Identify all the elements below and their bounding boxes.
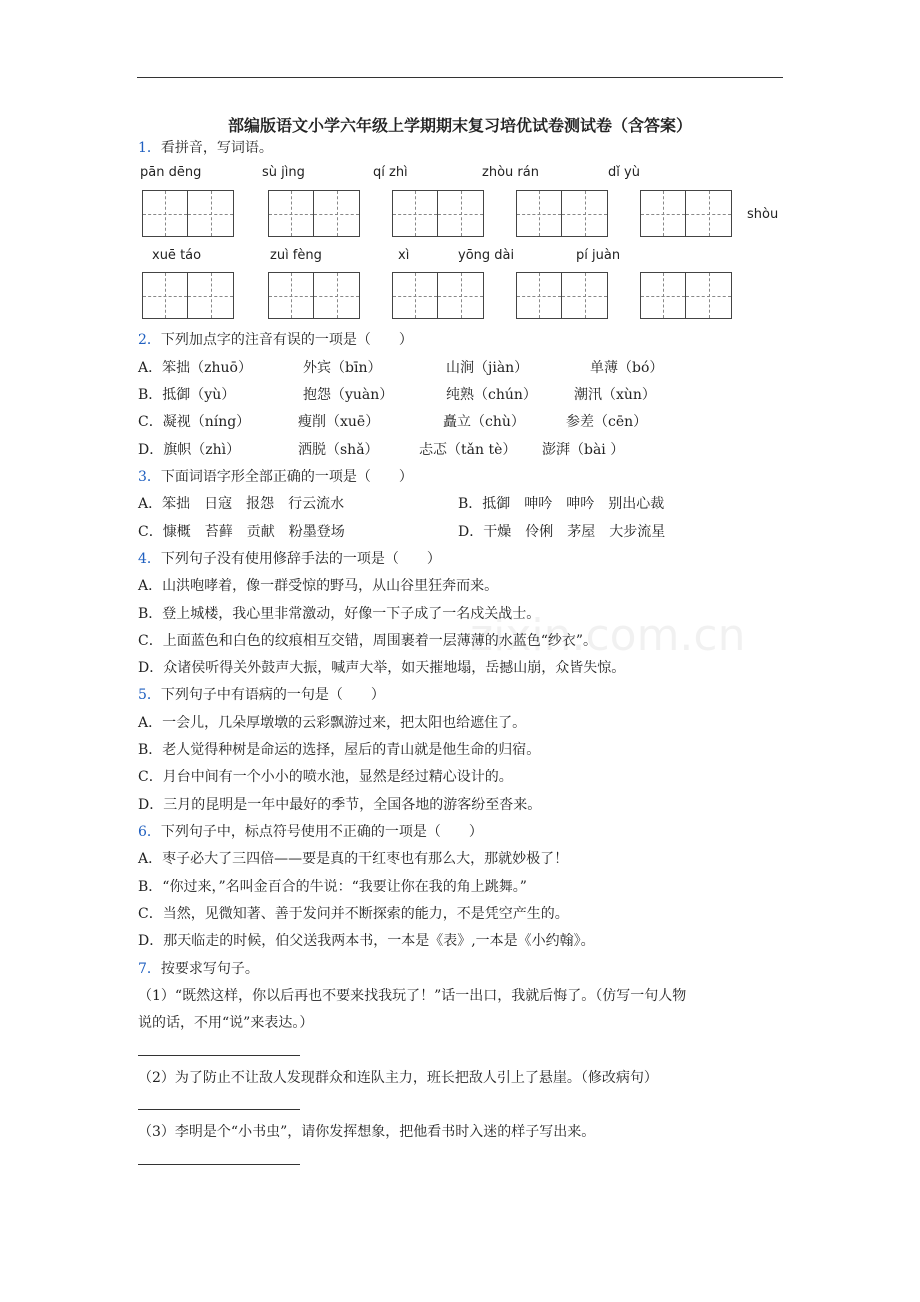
question-number: 3． bbox=[138, 469, 161, 485]
option-c-word-3: 矗立（chù） bbox=[443, 414, 525, 430]
option-d-word-3: 忐忑（tǎn tè） bbox=[419, 442, 517, 458]
option-a[interactable]: A．一会儿，几朵厚墩墩的云彩飘游过来，把太阳也给遮住了。 bbox=[138, 715, 527, 731]
writing-grid[interactable] bbox=[268, 190, 360, 237]
page-title: 部编版语文小学六年级上学期期末复习培优试卷测试卷（含答案） bbox=[227, 116, 692, 135]
question-4 bbox=[138, 548, 441, 568]
pinyin-label: xì bbox=[398, 248, 410, 263]
pinyin-label: sù jìng bbox=[262, 165, 305, 180]
option-b-word-4: 潮汛（xùn） bbox=[574, 387, 656, 403]
question-number: 7． bbox=[138, 961, 161, 977]
option-b-word-2: 抱怨（yuàn） bbox=[303, 387, 394, 403]
question-6 bbox=[138, 821, 483, 841]
option-c-word-4: 参差（cēn） bbox=[566, 414, 648, 430]
option-c-word-1[interactable]: C．凝视（níng） bbox=[138, 414, 251, 430]
option-a-word-3: 山涧（jiàn） bbox=[446, 360, 529, 376]
option-d[interactable]: D．三月的昆明是一年中最好的季节，全国各地的游客纷至沓来。 bbox=[138, 797, 542, 813]
subquestion-3: （3）李明是个“小书虫”，请你发挥想象，把他看书时入迷的样子写出来。 bbox=[138, 1124, 596, 1140]
option-a-word-1[interactable]: A．笨拙（zhuō） bbox=[138, 360, 252, 376]
question-text: 下列加点字的注音有误的一项是（ ） bbox=[160, 332, 413, 348]
pinyin-label: yōng dài bbox=[458, 248, 515, 263]
option-a[interactable]: A．山洪咆哮着，像一群受惊的野马，从山谷里狂奔而来。 bbox=[138, 578, 499, 594]
question-text: 下列句子中有语病的一句是（ ） bbox=[160, 687, 385, 703]
question-number: 2． bbox=[138, 332, 161, 348]
pinyin-label: shòu bbox=[747, 207, 779, 222]
question-text: 下列句子中，标点符号使用不正确的一项是（ ） bbox=[160, 824, 483, 840]
answer-blank-3[interactable] bbox=[138, 1164, 300, 1165]
writing-grid[interactable] bbox=[268, 272, 360, 319]
option-c[interactable]: C．当然，见微知著、善于发问并不断探索的能力，不是凭空产生的。 bbox=[138, 906, 569, 922]
writing-grid[interactable] bbox=[516, 272, 608, 319]
subquestion-1-cont: 说的话，不用“说”来表达。） bbox=[138, 1015, 314, 1031]
question-1 bbox=[138, 137, 273, 157]
option-d[interactable]: D．干燥 伶俐 茅屋 大步流星 bbox=[458, 524, 666, 540]
option-a-word-2: 外宾（bīn） bbox=[303, 360, 382, 376]
option-a[interactable]: A．笨拙 日寇 报怨 行云流水 bbox=[138, 496, 345, 512]
question-text: 下列句子没有使用修辞手法的一项是（ ） bbox=[160, 551, 441, 567]
pinyin-label: zuì fèng bbox=[270, 248, 322, 263]
option-d-word-4: 澎湃（bài ） bbox=[542, 442, 625, 458]
option-c[interactable]: C．慷概 苔藓 贡献 粉墨登场 bbox=[138, 524, 345, 540]
question-3 bbox=[138, 466, 413, 486]
writing-grid[interactable] bbox=[142, 190, 234, 237]
question-7 bbox=[138, 958, 259, 978]
option-d[interactable]: D．众诸侯听得关外鼓声大振，喊声大举，如天摧地塌，岳撼山崩，众皆失惊。 bbox=[138, 660, 626, 676]
option-c[interactable]: C．上面蓝色和白色的纹痕相互交错，周围裹着一层薄薄的水蓝色“纱衣”。 bbox=[138, 633, 598, 649]
writing-grid[interactable] bbox=[392, 272, 484, 319]
pinyin-label: zhòu rán bbox=[482, 165, 539, 180]
option-b[interactable]: B．抵御 呻吟 呻吟 别出心裁 bbox=[458, 496, 665, 512]
question-number: 5． bbox=[138, 687, 161, 703]
question-number: 6． bbox=[138, 824, 161, 840]
question-5 bbox=[138, 684, 385, 704]
option-d[interactable]: D．那天临走的时候，伯父送我两本书，一本是《表》,一本是《小约翰》。 bbox=[138, 933, 595, 949]
question-text: 下面词语字形全部正确的一项是（ ） bbox=[160, 469, 413, 485]
option-a-word-4: 单薄（bó） bbox=[590, 360, 664, 376]
answer-blank-1[interactable] bbox=[138, 1055, 300, 1056]
option-c-word-2: 瘦削（xuē） bbox=[298, 414, 380, 430]
question-text: 按要求写句子。 bbox=[160, 961, 259, 977]
question-text: 看拼音，写词语。 bbox=[160, 140, 273, 156]
option-b[interactable]: B．“你过来，”名叫金百合的牛说：“我要让你在我的角上跳舞。” bbox=[138, 879, 527, 895]
writing-grid[interactable] bbox=[516, 190, 608, 237]
subquestion-2: （2）为了防止不让敌人发现群众和连队主力，班长把敌人引上了悬崖。（修改病句） bbox=[138, 1070, 658, 1086]
option-a[interactable]: A．枣子必大了三四倍——要是真的干红枣也有那么大，那就妙极了！ bbox=[138, 851, 569, 867]
pinyin-label: xuē táo bbox=[152, 248, 202, 263]
question-number: 1． bbox=[138, 140, 161, 156]
question-2 bbox=[138, 329, 413, 349]
option-b[interactable]: B．登上城楼，我心里非常激动，好像一下子成了一名戍关战士。 bbox=[138, 606, 541, 622]
pinyin-label: dǐ yù bbox=[608, 165, 640, 180]
pinyin-label: pí juàn bbox=[576, 248, 621, 263]
pinyin-label: qí zhì bbox=[373, 165, 408, 180]
writing-grid[interactable] bbox=[392, 190, 484, 237]
answer-blank-2[interactable] bbox=[138, 1109, 300, 1110]
option-d-word-1[interactable]: D．旗帜（zhì） bbox=[138, 442, 241, 458]
writing-grid[interactable] bbox=[640, 272, 732, 319]
option-c[interactable]: C．月台中间有一个小小的喷水池，显然是经过精心设计的。 bbox=[138, 769, 513, 785]
watermark: zixin.com.cn bbox=[470, 610, 746, 661]
option-b-word-1[interactable]: B．抵御（yù） bbox=[138, 387, 236, 403]
writing-grid[interactable] bbox=[142, 272, 234, 319]
header-rule bbox=[137, 77, 783, 78]
option-b-word-3: 纯熟（chún） bbox=[446, 387, 537, 403]
question-number: 4． bbox=[138, 551, 161, 567]
pinyin-label: pān dēng bbox=[140, 165, 202, 180]
option-d-word-2: 洒脱（shǎ） bbox=[298, 442, 379, 458]
writing-grid[interactable] bbox=[640, 190, 732, 237]
option-b[interactable]: B．老人觉得种树是命运的选择，屋后的青山就是他生命的归宿。 bbox=[138, 742, 541, 758]
subquestion-1: （1）“既然这样，你以后再也不要来找我玩了！”话一出口，我就后悔了。（仿写一句人物 bbox=[138, 988, 687, 1004]
